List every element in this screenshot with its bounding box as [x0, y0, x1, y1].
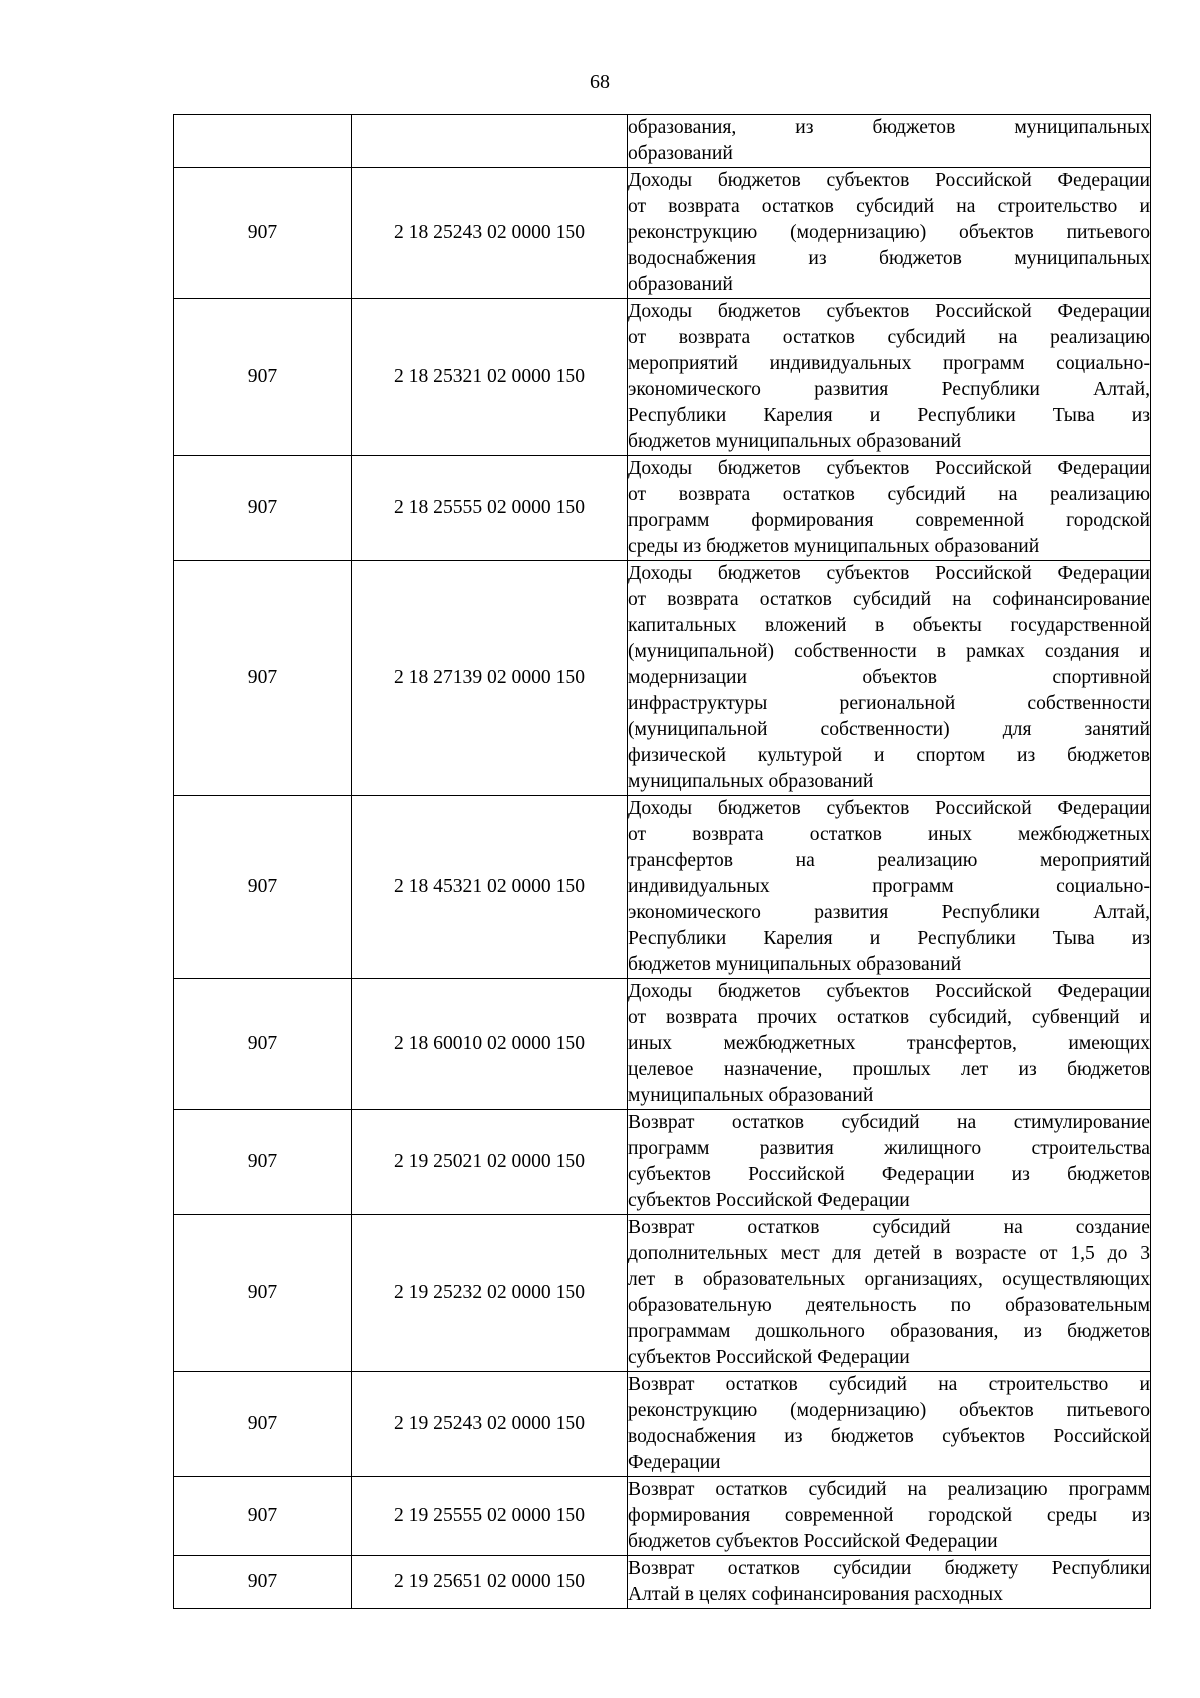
table-row	[174, 979, 1151, 1110]
income-description-cell	[628, 1556, 1151, 1609]
description-line: реконструкцию (модернизацию) объектов питьевого	[628, 222, 1150, 243]
description-line: реконструкцию (модернизацию) объектов питьевого	[628, 1400, 1150, 1421]
income-description-cell	[628, 1110, 1151, 1215]
admin-code-cell: 907	[174, 979, 352, 1110]
admin-code-cell: 907	[174, 1556, 352, 1609]
table-row	[174, 796, 1151, 979]
description-line: Доходы бюджетов субъектов Российской Федерации	[628, 170, 1150, 191]
description-line: иных межбюджетных трансфертов, имеющих	[628, 1033, 1150, 1054]
admin-code-cell	[174, 115, 352, 168]
description-line: программам дошкольного образования, из бюджетов	[628, 1321, 1150, 1342]
description-line: субъектов Российской Федерации из бюджетов	[628, 1164, 1150, 1185]
description-line: (муниципальной) собственности в рамках создания и	[628, 641, 1150, 662]
description-line: образовательную деятельность по образовательным	[628, 1295, 1150, 1316]
income-code-cell: 2 19 25232 02 0000 150	[352, 1215, 628, 1372]
admin-code-cell: 907	[174, 1372, 352, 1477]
admin-code-cell: 907	[174, 1110, 352, 1215]
admin-code-cell: 907	[174, 168, 352, 299]
income-code-cell: 2 18 27139 02 0000 150	[352, 561, 628, 796]
income-description-cell	[628, 168, 1151, 299]
description-line: водоснабжения из бюджетов муниципальных	[628, 248, 1150, 269]
description-line: Возврат остатков субсидий на стимулирование	[628, 1112, 1150, 1133]
table-row	[174, 1477, 1151, 1556]
description-line: целевое назначение, прошлых лет из бюджетов	[628, 1059, 1150, 1080]
description-line: субъектов Российской Федерации	[628, 1347, 910, 1368]
income-code-cell: 2 19 25243 02 0000 150	[352, 1372, 628, 1477]
description-line: образований	[628, 143, 733, 164]
page-number: 68	[590, 71, 610, 93]
description-line: экономического развития Республики Алтай,	[628, 902, 1150, 923]
description-line: бюджетов муниципальных образований	[628, 431, 962, 452]
description-line: среды из бюджетов муниципальных образований	[628, 536, 1040, 557]
table-row	[174, 561, 1151, 796]
description-line: дополнительных мест для детей в возрасте от 1,5 до 3	[628, 1243, 1150, 1264]
income-description-cell	[628, 979, 1151, 1110]
description-line: Федерации	[628, 1452, 721, 1473]
description-line: Доходы бюджетов субъектов Российской Федерации	[628, 798, 1150, 819]
income-code-cell: 2 19 25021 02 0000 150	[352, 1110, 628, 1215]
description-line: от возврата прочих остатков субсидий, субвенций и	[628, 1007, 1150, 1028]
description-line: образований	[628, 274, 733, 295]
income-description-cell	[628, 796, 1151, 979]
income-code-cell: 2 18 25321 02 0000 150	[352, 299, 628, 456]
description-line: формирования современной городской среды из	[628, 1505, 1150, 1526]
income-description-cell	[628, 115, 1151, 168]
description-line: Доходы бюджетов субъектов Российской Федерации	[628, 301, 1150, 322]
income-code-cell: 2 18 25555 02 0000 150	[352, 456, 628, 561]
income-description-cell	[628, 299, 1151, 456]
description-line: лет в образовательных организациях, осуществляющих	[628, 1269, 1150, 1290]
income-code-cell: 2 18 45321 02 0000 150	[352, 796, 628, 979]
description-line: капитальных вложений в объекты государственной	[628, 615, 1150, 636]
income-description-cell	[628, 456, 1151, 561]
table-row	[174, 168, 1151, 299]
description-line: программ развития жилищного строительства	[628, 1138, 1150, 1159]
income-description-cell	[628, 1215, 1151, 1372]
description-line: субъектов Российской Федерации	[628, 1190, 910, 1211]
table-row	[174, 299, 1151, 456]
description-line: от возврата остатков субсидий на строительство и	[628, 196, 1150, 217]
description-line: программ формирования современной городской	[628, 510, 1150, 531]
description-line: Возврат остатков субсидии бюджету Республики	[628, 1558, 1150, 1579]
income-description-cell	[628, 1372, 1151, 1477]
income-description-cell	[628, 1477, 1151, 1556]
description-line: водоснабжения из бюджетов субъектов Российской	[628, 1426, 1150, 1447]
table-row	[174, 1556, 1151, 1609]
admin-code-cell: 907	[174, 1215, 352, 1372]
description-line: Доходы бюджетов субъектов Российской Федерации	[628, 563, 1150, 584]
description-line: Алтай в целях софинансирования расходных	[628, 1584, 1003, 1605]
description-line: экономического развития Республики Алтай,	[628, 379, 1150, 400]
table-row	[174, 1215, 1151, 1372]
description-line: Республики Карелия и Республики Тыва из	[628, 405, 1150, 426]
income-code-cell: 2 18 60010 02 0000 150	[352, 979, 628, 1110]
description-line: от возврата остатков субсидий на реализацию	[628, 327, 1150, 348]
admin-code-cell: 907	[174, 561, 352, 796]
description-line: бюджетов муниципальных образований	[628, 954, 962, 975]
admin-code-cell: 907	[174, 796, 352, 979]
income-code-cell: 2 19 25651 02 0000 150	[352, 1556, 628, 1609]
table-row	[174, 456, 1151, 561]
income-code-cell	[352, 115, 628, 168]
description-line: от возврата остатков субсидий на реализацию	[628, 484, 1150, 505]
description-line: Доходы бюджетов субъектов Российской Федерации	[628, 458, 1150, 479]
description-line: бюджетов субъектов Российской Федерации	[628, 1531, 998, 1552]
admin-code-cell: 907	[174, 456, 352, 561]
description-line: (муниципальной собственности) для занятий	[628, 719, 1150, 740]
table-row	[174, 1110, 1151, 1215]
description-line: от возврата остатков субсидий на софинансирование	[628, 589, 1150, 610]
description-line: мероприятий индивидуальных программ социально-	[628, 353, 1150, 374]
description-line: физической культурой и спортом из бюджетов	[628, 745, 1150, 766]
income-description-cell	[628, 561, 1151, 796]
description-line: Возврат остатков субсидий на создание	[628, 1217, 1150, 1238]
table-row	[174, 115, 1151, 168]
description-line: муниципальных образований	[628, 771, 874, 792]
description-line: Республики Карелия и Республики Тыва из	[628, 928, 1150, 949]
description-line: муниципальных образований	[628, 1085, 874, 1106]
description-line: Доходы бюджетов субъектов Российской Федерации	[628, 981, 1150, 1002]
description-line: от возврата остатков иных межбюджетных	[628, 824, 1150, 845]
income-code-cell: 2 18 25243 02 0000 150	[352, 168, 628, 299]
table-row	[174, 1372, 1151, 1477]
admin-code-cell: 907	[174, 299, 352, 456]
description-line: индивидуальных программ социально-	[628, 876, 1150, 897]
description-line: инфраструктуры региональной собственности	[628, 693, 1150, 714]
admin-code-cell: 907	[174, 1477, 352, 1556]
description-line: Возврат остатков субсидий на реализацию программ	[628, 1479, 1150, 1500]
description-line: модернизации объектов спортивной	[628, 667, 1150, 688]
description-line: образования, из бюджетов муниципальных	[628, 117, 1150, 138]
table-body	[174, 115, 1151, 1609]
description-line: Возврат остатков субсидий на строительство и	[628, 1374, 1150, 1395]
income-code-cell: 2 19 25555 02 0000 150	[352, 1477, 628, 1556]
description-line: трансфертов на реализацию мероприятий	[628, 850, 1150, 871]
budget-classification-table	[173, 114, 1151, 1609]
